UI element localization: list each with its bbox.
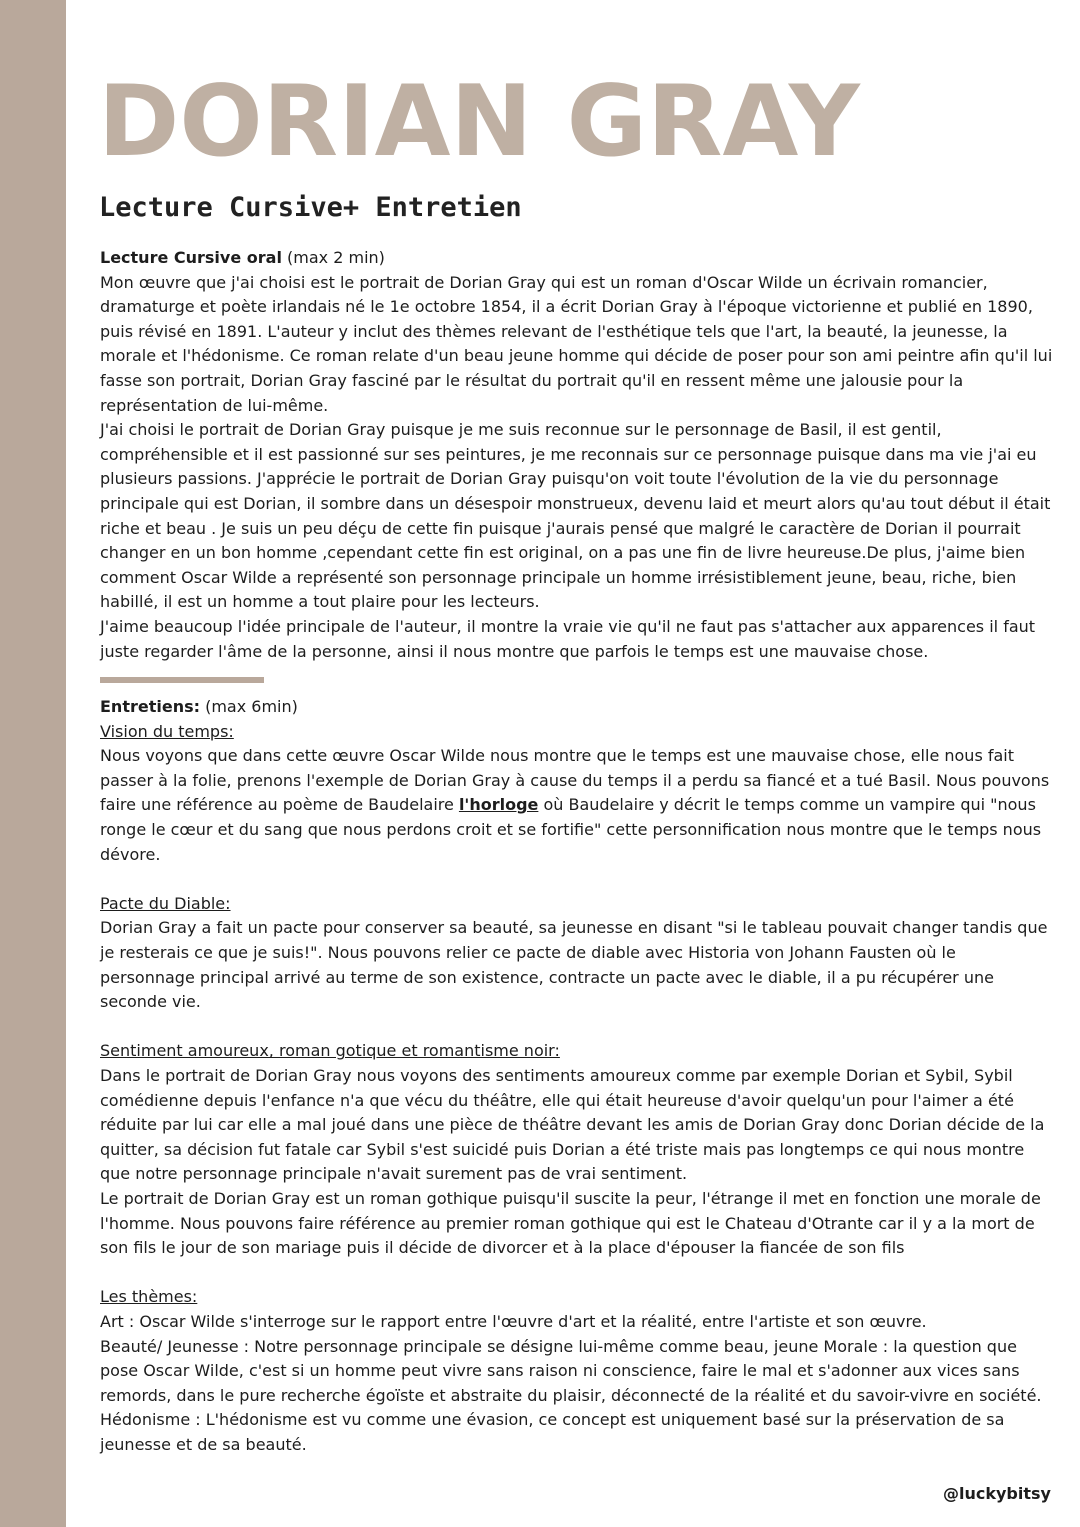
lecture-heading: Lecture Cursive oral — [100, 248, 282, 267]
sentiment-title: Sentiment amoureux, roman gotique et romantisme noir: — [100, 1041, 560, 1061]
entretiens-heading: Entretiens: — [100, 697, 201, 717]
vision-paragraph — [100, 744, 1055, 867]
spacer — [100, 1015, 1055, 1040]
lecture-paragraph-3: J'aime beaucoup l'idée principale de l'auteur, il montre la vraie vie qu'il ne faut pas s'attacher aux apparences il faut juste regarder l'âme de la personne, ainsi il nous montre que parfois le temps est une mauvaise chose. — [100, 616, 1036, 661]
lecture-paragraph-2: J'ai choisi le portrait de Dorian Gray puisque je me suis reconnue sur le personnage de Basil, il est gentil, compréhensible et il est passionné sur ses peintures, je me reconnais sur ce personnage puisque dans ma vie j'ai eu plusieurs passions. J'apprécie le portrait de Dorian Gray puisqu'on voit toute l'évolution de la vie du personnage principale qui est Dorian, il sombre dans un désespoir monstrueux, devenu laid et meurt alors qu'au tout début il était riche et beau . Je suis un peu déçu de cette fin puisque j'aurais pensé que malgré le caractère de Dorian il pourrait changer en un bon homme ,cependant cette fin est original, on a pas une fin de livre heureuse.De plus, j'aime bien comment Oscar Wilde a représenté son personnage principale un homme irrésistiblement jeune, beau, riche, bien habillé, il est un homme a tout plaire pour les lecteurs. — [100, 420, 1051, 612]
lecture-duration: (max 2 min) — [281, 248, 385, 267]
vision-text-before: Nous voyons que dans cette œuvre Oscar Wilde nous montre que le temps est une mauvaise chose, elle nous fait passer à la folie, prenons l'exemple de Dorian Gray à cause du temps il a perdu sa fiancé et a tué Basil. Nous pouvons faire une référence au poème de Baudelaire — [100, 746, 1050, 815]
author-handle: @luckybitsy — [943, 1484, 1051, 1503]
lecture-heading-line — [100, 246, 1055, 271]
sentiment-paragraph-1: Dans le portrait de Dorian Gray nous voyons des sentiments amoureux comme par exemple Dorian et Sybil, Sybil comédienne depuis l'enfance n'a que vécu du théâtre, elle qui était heureuse d'avoir quelqu'un pour l'aimer a été réduite par lui car elle a mal joué dans une pièce de théâtre devant les amis de Dorian Gray donc Dorian décide de la quitter, sa décision fut fatale car Sybil s'est suicidé puis Dorian a été triste mais pas longtemps ce qui nous montre que notre personnage principale n'avait surement pas de vrai sentiment. — [100, 1066, 1045, 1184]
section-divider — [100, 677, 264, 683]
vision-text-after: où Baudelaire y décrit le temps comme un vampire qui "nous ronge le cœur et du sang que nous perdons croit et se fortifie" cette personnification nous montre que le temps nous dévore. — [100, 795, 1042, 864]
entretiens-duration: (max 6min) — [200, 697, 298, 717]
document-body — [100, 246, 1055, 1458]
pacte-title: Pacte du Diable: — [100, 893, 231, 913]
themes-paragraph-2: Beauté/ Jeunesse : Notre personnage principale se désigne lui-même comme beau, jeune Morale : la question que pose Oscar Wilde, c'est si un homme peut vivre sans raison ni conscience, faire le mal et s'adonner aux vices sans remords, dans le pure recherche égoïste et abstraite du plaisir, déconnecté de la réalité et du savoir-vivre en société. Hédonisme : L'hédonisme est vu comme une évasion, ce concept est uniquement basé sur la préservation de sa jeunesse et de sa beauté. — [100, 1336, 1042, 1454]
vision-title: Vision du temps: — [100, 721, 234, 741]
themes-paragraph-1: Art : Oscar Wilde s'interroge sur le rapport entre l'œuvre d'art et la réalité, entre l'artiste et son œuvre. — [100, 1311, 927, 1331]
page-title: DORIAN GRAY — [98, 65, 860, 179]
page-subtitle: Lecture Cursive+ Entretien — [99, 192, 522, 223]
entretiens-heading-line — [100, 695, 1055, 720]
sentiment-paragraph-2: Le portrait de Dorian Gray est un roman gothique puisqu'il suscite la peur, l'étrange il met en fonction une morale de l'homme. Nous pouvons faire référence au premier roman gothique qui est le Chateau d'Otrante car il y a la mort de son fils le jour de son mariage puis il décide de divorcer et à la place d'épouser la fiancée de son fils — [100, 1188, 1041, 1258]
themes-title: Les thèmes: — [100, 1287, 198, 1307]
spacer — [100, 1261, 1055, 1286]
lecture-paragraph-1: Mon œuvre que j'ai choisi est le portrait de Dorian Gray qui est un roman d'Oscar Wilde un écrivain romancier, dramaturge et poète irlandais né le 1e octobre 1854, il a écrit Dorian Gray à l'époque victorienne et publié en 1890, puis révisé en 1891. L'auteur y inclut des thèmes relevant de l'esthétique tels que l'art, la beauté, la jeunesse, la morale et l'hédonisme. Ce roman relate d'un beau jeune homme qui décide de poser pour son ami peintre afin qu'il lui fasse son portrait, Dorian Gray fasciné par le résultat du portrait qu'il en ressent même une jalousie pour la représentation de lui-même. — [100, 272, 1053, 415]
pacte-paragraph: Dorian Gray a fait un pacte pour conserver sa beauté, sa jeunesse en disant "si le tableau pouvait changer tandis que je resterais ce que je suis!". Nous pouvons relier ce pacte de diable avec Historia von Johann Fausten où le personnage principal arrivé au terme de son existence, contracte un pacte avec le diable, il a pu récupérer une seconde vie. — [100, 918, 1048, 1012]
sidebar-accent-bar — [0, 0, 66, 1527]
spacer — [100, 867, 1055, 892]
vision-emphasis: l'horloge — [458, 795, 539, 815]
